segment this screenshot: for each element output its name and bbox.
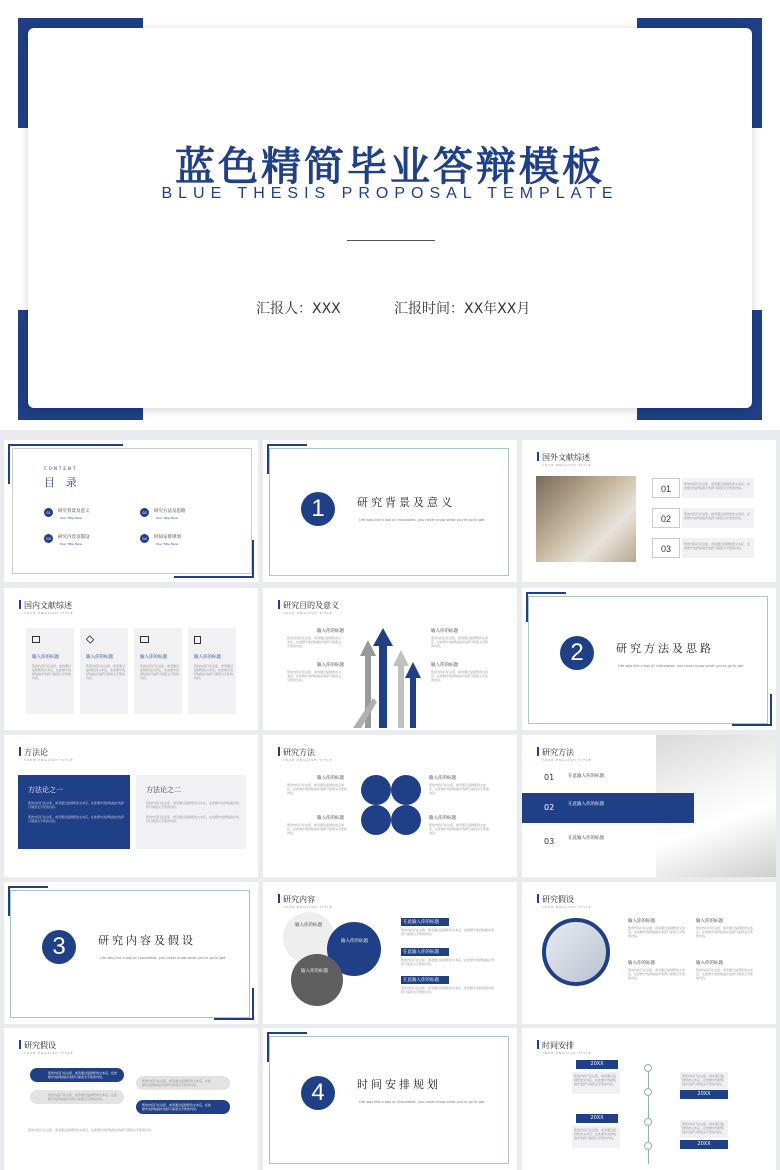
divider xyxy=(347,240,435,241)
section-title: 研究方法及思路 xyxy=(616,642,714,655)
section-title: 研究背景及意义 xyxy=(357,496,455,509)
slide-domestic-literature[interactable]: 国内文献综述 YOUR ENGLISH TITLE 输入你的标题 输入你的标题 输入你的标题 输入你的标题 您的内容打在这里，或者通过复制您的文本后，在此框中选择粘贴并选择只保留文字您的内容。 您的内容打在这里，或者通过复制您的文本后，在此框中选择粘贴并选择只保留文字您的内容。 您的内容打在这里，或者通过复制您的文本后，在此框中选择粘贴并选择只保留文字您的内容。 您的内容打在这里，或者通过复制您的文本后，在此框中选择粘贴并选择只保留文字您的内容。 xyxy=(4,588,258,730)
bulb-icon xyxy=(361,805,391,835)
slide-research-purpose[interactable]: 研究目的及意义 YOUR ENGLISH TITLE 输入你的标题 您的内容打在这里，或者通过复制您的文本后，在此框中选择粘贴并选择只保留文字您的内容。 输入你的标题 您的内容打在这里，或者通过复制您的文本后，在此框中选择粘贴并选择只保留文字您的内容。 输入你的标题 您的内容打在这里，或者通过复制您的文本后，在此框中选择粘贴并选择只保留文字您的内容。 输入你的标题 您的内容打在这里，或者通过复制您的文本后，在此框中选择粘贴并选择只保留文字您的内容。 xyxy=(263,588,517,730)
toc-num: 02 xyxy=(140,508,149,517)
slide-section-4[interactable]: 4 时间安排规划 Life was like a box of chocolates, you never know what you're go to get xyxy=(263,1028,517,1170)
slide-research-hypothesis-2[interactable]: 研究假设 YOUR ENGLISH TITLE 您的内容打在这里，或者通过复制您的文本后，在此框中选择粘贴并选择只保留文字您的内容。 您的内容打在这里，或者通过复制您的文本后，在此框中选择粘贴并选择只保留文字您的内容。 您的内容打在这里，或者通过复制您的文本后，在此框中选择粘贴并选择只保留文字您的内容。 您的内容打在这里，或者通过复制您的文本后，在此框中选择粘贴并选择只保留文字您的内容。 您的内容打在这里，或者通过复制您的文本后，在此框中选择粘贴并选择只保留文字您的内容。 xyxy=(4,1028,258,1170)
section-number: 1 xyxy=(301,492,335,526)
page-title: 蓝色精简毕业答辩模板 xyxy=(175,144,605,190)
toc-num: 04 xyxy=(140,534,149,543)
toc-item[interactable]: 研究背景及意义 xyxy=(58,509,90,514)
laptop-photo xyxy=(542,918,610,986)
toc-item[interactable]: 时间安排规划 xyxy=(154,535,181,540)
table-icon xyxy=(391,805,421,835)
slide-section-3[interactable]: 3 研究内容及假设 Life was like a box of chocolates, you never know what you're go to get xyxy=(4,882,258,1024)
file-icon xyxy=(32,636,40,643)
title-slide xyxy=(0,0,780,430)
title-card xyxy=(28,28,752,408)
toc-en: CONTENT xyxy=(44,466,78,471)
slide-research-hypothesis[interactable]: 研究假设 YOUR ENGLISH TITLE 输入你的标题 您的内容打在这里，或者通过复制您的文本后，在此框中选择粘贴并选择只保留文字您的内容。 输入你的标题 您的内容打在这里，或者通过复制您的文本后，在此框中选择粘贴并选择只保留文字您的内容。 输入你的标题 您的内容打在这里，或者通过复制您的文本后，在此框中选择粘贴并选择只保留文字您的内容。 输入你的标题 您的内容打在这里，或者通过复制您的文本后，在此框中选择粘贴并选择只保留文字您的内容。 xyxy=(522,882,776,1024)
slide-research-method-2[interactable]: 研究方法 YOUR ENGLISH TITLE 01 在此输入你的标题 02 在此输入你的标题 03 在此输入你的标题 xyxy=(522,735,776,877)
section-title: 研究内容及假设 xyxy=(98,934,196,947)
arrows-graphic xyxy=(343,628,433,728)
clipboard-icon xyxy=(391,775,421,805)
section-title: 时间安排规划 xyxy=(357,1078,441,1091)
writing-photo xyxy=(536,476,636,562)
box-icon xyxy=(140,636,149,643)
section-number: 2 xyxy=(560,636,594,670)
section-number: 3 xyxy=(42,930,76,964)
page-subtitle: BLUE THESIS PROPOSAL TEMPLATE xyxy=(161,185,619,202)
toc-item[interactable]: 研究方法及思路 xyxy=(154,509,186,514)
section-number: 4 xyxy=(301,1076,335,1110)
slide-schedule[interactable]: 时间安排 YOUR ENGLISH TITLE 20XX 您的内容打在这里，或者通过复制您的文本后，在此框中选择粘贴并选择只保留文字您的内容。 20XX 您的内容打在这里，或者通过复制您的文本后，在此框中选择粘贴并选择只保留文字您的内容。 您的内容打在这里，或者通过复制您的文本后，在此框中选择粘贴并选择只保留文字您的内容。 20XX 您的内容打在这里，或者通过复制您的文本后，在此框中选择粘贴并选择只保留文字您的内容。 20XX xyxy=(522,1028,776,1170)
slide-section-2[interactable]: 2 研究方法及思路 Life was like a box of chocolates, you never know what you're go to get xyxy=(522,588,776,730)
toc-title: 目 录 xyxy=(44,476,77,489)
slide-methodology[interactable]: 方法论 YOUR ENGLISH TITLE 方法论之一 您的内容打在这里，或者通过复制您的文本后，在此框中选择粘贴并选择只保留文字您的内容。 您的内容打在这里，或者通过复制您的文本后，在此框中选择粘贴并选择只保留文字您的内容。 方法论之二 您的内容打在这里，或者通过复制您的文本后，在此框中选择粘贴并选择只保留文字您的内容。 您的内容打在这里，或者通过复制您的文本后，在此框中选择粘贴并选择只保留文字您的内容。 xyxy=(4,735,258,877)
toc-num: 03 xyxy=(44,534,53,543)
user-icon xyxy=(361,775,391,805)
slide-research-method[interactable]: 研究方法 YOUR ENGLISH TITLE 输入你的标题 您的内容打在这里，或者通过复制您的文本后，在此框中选择粘贴并选择只保留文字您的内容。 输入你的标题 您的内容打在这里，或者通过复制您的文本后，在此框中选择粘贴并选择只保留文字您的内容。 输入你的标题 您的内容打在这里，或者通过复制您的文本后，在此框中选择粘贴并选择只保留文字您的内容。 输入你的标题 您的内容打在这里，或者通过复制您的文本后，在此框中选择粘贴并选择只保留文字您的内容。 xyxy=(263,735,517,877)
toc-num: 01 xyxy=(44,508,53,517)
slide-foreign-literature[interactable]: 国外文献综述 YOUR ENGLISH TITLE 01 您的内容打在这里，或者通过复制您的文本后，在此框中选择粘贴并选择只保留文字您的内容。 02 您的内容打在这里，或者通过复制您的文本后，在此框中选择粘贴并选择只保留文字您的内容。 03 您的内容打在这里，或者通过复制您的文本后，在此框中选择粘贴并选择只保留文字您的内容。 xyxy=(522,440,776,582)
reporter-label: 汇报人：XXX xyxy=(256,301,341,317)
slide-section-1[interactable]: 1 研究背景及意义 Life was like a box of chocolates, you never know what you're go to get xyxy=(263,440,517,582)
document-icon xyxy=(194,636,201,644)
report-time-label: 汇报时间：XX年XX月 xyxy=(394,301,531,317)
toc-item[interactable]: 研究内容及假设 xyxy=(58,535,90,540)
slide-toc[interactable]: CONTENT 目 录 01 研究背景及意义 Your Title Here 02 研究方法及思路 Your Title Here 03 研究内容及假设 Your Title Here 04 时间安排规划 Your Title Here xyxy=(4,440,258,582)
slide-research-content[interactable]: 研究内容 YOUR ENGLISH TITLE 输入你的标题 输入你的标题 输入你的标题 在此输入你的标题 您的内容打在这里，或者通过复制您的文本后，在此框中选择粘贴并选择只保留文字您的内容。 在此输入你的标题 您的内容打在这里，或者通过复制您的文本后，在此框中选择粘贴并选择只保留文字您的内容。 在此输入你的标题 您的内容打在这里，或者通过复制您的文本后，在此框中选择粘贴并选择只保留文字您的内容。 xyxy=(263,882,517,1024)
